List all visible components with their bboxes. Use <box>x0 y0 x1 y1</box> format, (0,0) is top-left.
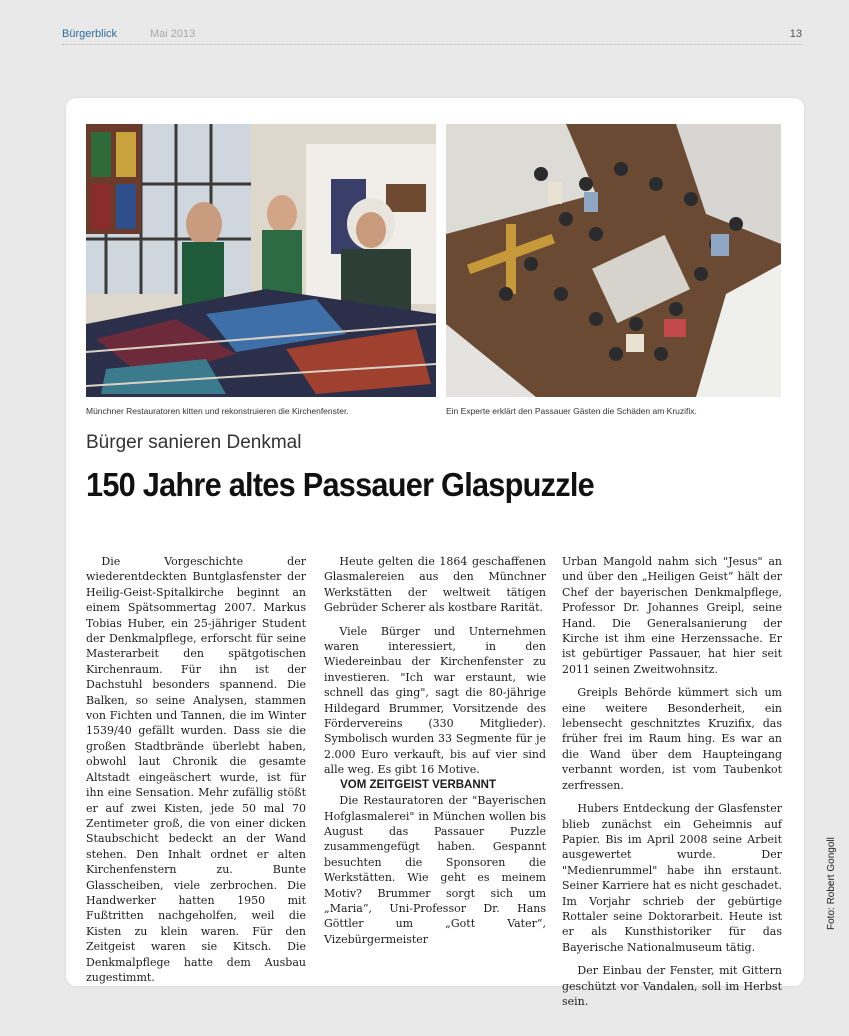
right-photo-caption: Ein Experte erklärt den Passauer Gästen die Schäden am Kruzifix. <box>446 406 697 416</box>
photo-credit: Foto: Robert Gongoll <box>826 837 837 930</box>
magazine-name: Bürgerblick <box>62 28 118 40</box>
issue-date: Mai 2013 <box>150 28 196 40</box>
paragraph: Der Einbau der Fenster, mit Gittern geschützt vor Vandalen, soll im Herbst sein. <box>562 964 782 1008</box>
subheading: VOM ZEITGEIST VERBANNT <box>340 778 496 791</box>
text-column-3 <box>562 554 782 1009</box>
paragraph: Hubers Entdeckung der Glasfenster blieb zunächst ein Geheimnis auf Papier. Bis im April 2008 seine Arbeit ausgewertet wurde. Der "Medienrummel" habe ihn erstaunt. Seiner Karriere hat es nicht geschadet. Im Vorjahr schrieb der gebürtige Rottaler seine Doktorarbeit. Heute ist er als Kunsthistoriker für das Bayerische Nationalmuseum tätig. <box>562 802 782 954</box>
paragraph: Urban Mangold nahm sich "Jesus" an und über den „Heiligen Geist“ hält der Chef der bayerischen Denkmalpflege, Professor Dr. Johannes Greipl, seine Hand. Die Generalsanierung der Kirche ist ihm eine Herzenssache. Er ist gebürtiger Passauer, hat hier seit 2011 seinen Zweitwohnsitz. <box>562 555 782 676</box>
page-header <box>62 24 802 45</box>
restorers-photo <box>86 124 436 397</box>
paragraph: Die Restauratoren der "Bayerischen Hofglasmalerei" in München wollen bis August das Passauer Puzzle zusammengefügt haben. Gespannt besuchten die Sponsoren die Werkstätten. Wie geht es meinem Motiv? Brummer sorgt sich um „Maria“, Uni-Professor Dr. Hans Göttler um „Gott Vater“, Vizebürgermeister <box>324 794 546 946</box>
paragraph: Viele Bürger und Unternehmen waren interessiert, in den Wiedereinbau der Kirchenfenster zu investieren. "Ich war erstaunt, wie schnell das ging", sagt die 80-jährige Hildegard Brummer, Vorsitzende des Fördervereins (330 Mitglieder). Symbolisch wurden 33 Segmente für je 2.000 Euro verkauft, bis auf vier sind alle weg. Es gibt 16 Motive. <box>324 624 546 777</box>
paragraph: Die Vorgeschichte der wiederentdeckten Buntglasfenster der Heilig-Geist-Spitalkirche beginnt an einem Spätsommertag 2007. Markus Tobias Huber, ein 25-jähriger Student der Denkmalpflege, erforscht für seine Masterarbeit den spätgotischen Kirchenraum. Für ihn ist der Dachstuhl besonders spannend. Die Balken, so seine Analysen, stammen von Fichten und Tannen, die im Winter 1539/40 gefällt wurden. Dass sie die großen Stadtbrände überlebt haben, obwohl laut Chronik die gesamte Altstadt eingeäschert wurde, ist für ihn eine Sensation. Mehr zufällig stößt er auf zwei Kisten, jede 50 mal 70 Zentimeter groß, die von einer dicken Staubschicht bedeckt an der Wand stehen. Den Inhalt ordnet er alten Kirchenfenstern zu. Bunte Glasscheiben, viele zerbrochen. Die Handwerker hatten 1950 mit Fußtritten nachgeholfen, weil die Kisten zu klein waren. Für den Zeitgeist waren sie Kitsch. Die Denkmalpflege hatte dem Ausbau zugestimmt. <box>86 555 306 984</box>
text-column-2 <box>324 554 546 947</box>
article-headline: 150 Jahre altes Passauer Glaspuzzle <box>86 466 594 503</box>
article-kicker: Bürger sanieren Denkmal <box>86 432 302 453</box>
article-card <box>66 98 804 1008</box>
paragraph: Greipls Behörde kümmert sich um eine weitere Besonderheit, ein lebensecht geschnitztes Kruzifix, das früher frei im Raum hing. Es war an die Wand über dem Haupteingang verbannt worden, ist vom Taubenkot zerfressen. <box>562 686 782 792</box>
page-number: 13 <box>789 28 802 40</box>
left-photo-caption: Münchner Restauratoren kitten und rekonstruieren die Kirchenfenster. <box>86 406 349 416</box>
paragraph: Heute gelten die 1864 geschaffenen Glasmalereien aus den Münchner Werkstätten der weltweit tätigen Gebrüder Scherer als kostbare Rarität. <box>324 555 546 615</box>
visitors-photo <box>446 124 781 397</box>
text-column-1 <box>86 554 306 985</box>
